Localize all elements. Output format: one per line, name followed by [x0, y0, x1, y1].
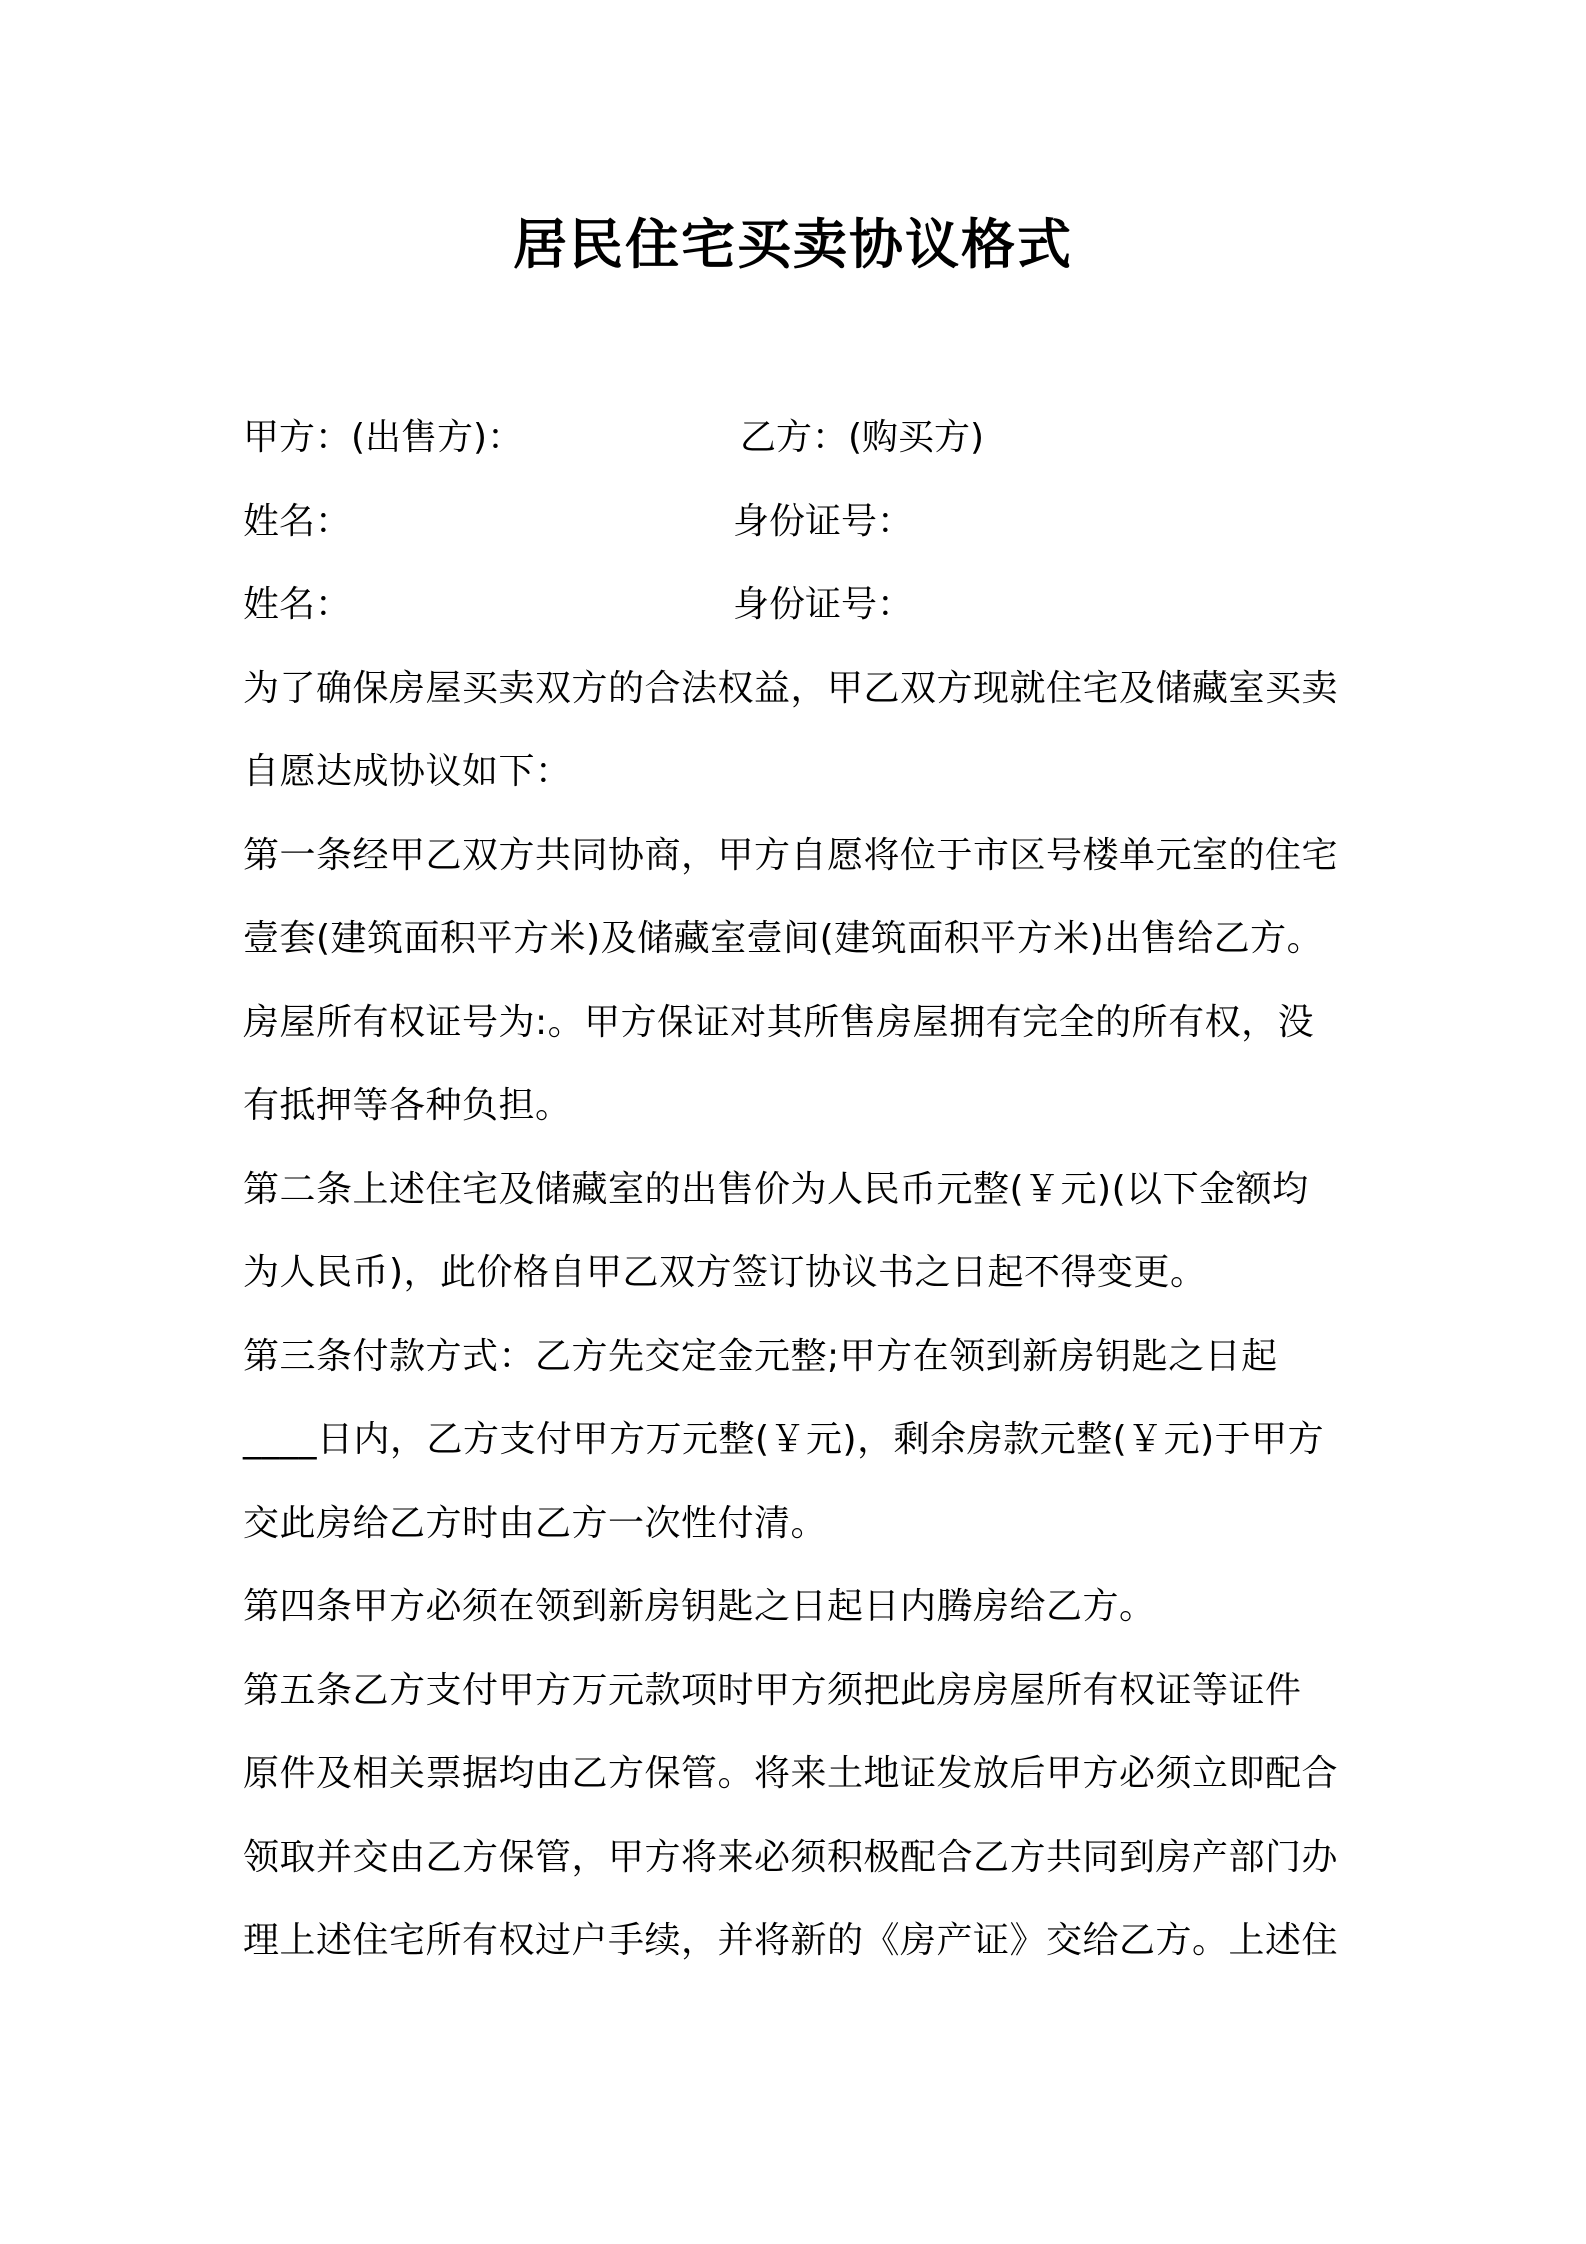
body-line: 第一条经甲乙双方共同协商，甲方自愿将位于市区号楼单元室的住宅 — [243, 835, 1339, 876]
body-line: 壹套(建筑面积平方米)及储藏室壹间(建筑面积平方米)出售给乙方。 — [243, 918, 1324, 959]
name-label-2: 姓名： — [243, 584, 352, 625]
body-line: 第三条付款方式：乙方先交定金元整;甲方在领到新房钥匙之日起 — [243, 1336, 1278, 1377]
id-number-label-1: 身份证号： — [733, 501, 914, 542]
body-line: 第二条上述住宅及储藏室的出售价为人民币元整(￥元)(以下金额均 — [243, 1169, 1309, 1210]
name-label-1: 姓名： — [243, 501, 352, 542]
body-line: 房屋所有权证号为:。甲方保证对其所售房屋拥有完全的所有权，没 — [243, 1002, 1315, 1043]
body-line: 为了确保房屋买卖双方的合法权益，甲乙双方现就住宅及储藏室买卖 — [243, 668, 1339, 709]
body-line: 为人民币)，此价格自甲乙双方签订协议书之日起不得变更。 — [243, 1252, 1207, 1293]
body-line: 第五条乙方支付甲方万元款项时甲方须把此房房屋所有权证等证件 — [243, 1670, 1302, 1711]
body-line: 领取并交由乙方保管，甲方将来必须积极配合乙方共同到房产部门办 — [243, 1837, 1339, 1878]
body-line: 交此房给乙方时由乙方一次性付清。 — [243, 1503, 828, 1544]
party-a-label: 甲方：(出售方)： — [243, 417, 524, 458]
body-line: 有抵押等各种负担。 — [243, 1085, 572, 1126]
body-line: 原件及相关票据均由乙方保管。将来土地证发放后甲方必须立即配合 — [243, 1753, 1339, 1794]
body-line: 理上述住宅所有权过户手续，并将新的《房产证》交给乙方。上述住 — [243, 1920, 1339, 1961]
body-line: 第四条甲方必须在领到新房钥匙之日起日内腾房给乙方。 — [243, 1586, 1156, 1627]
body-line: 自愿达成协议如下： — [243, 751, 572, 792]
party-b-label: 乙方：(购买方) — [740, 417, 985, 458]
document-title: 居民住宅买卖协议格式 — [513, 213, 1073, 276]
body-line: ____日内，乙方支付甲方万元整(￥元)，剩余房款元整(￥元)于甲方 — [243, 1419, 1325, 1460]
id-number-label-2: 身份证号： — [733, 584, 914, 625]
